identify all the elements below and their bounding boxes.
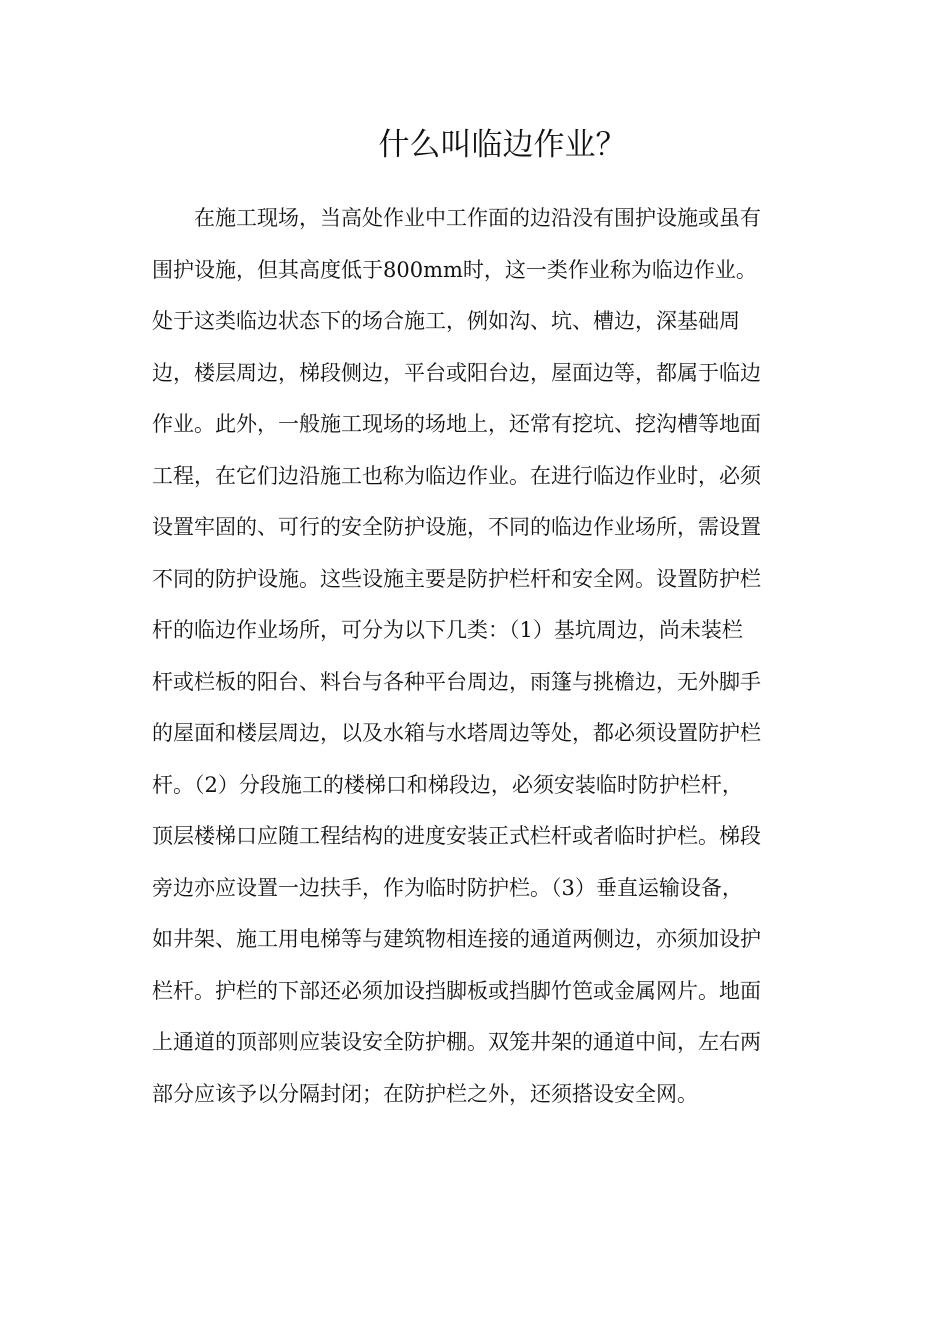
paragraph-line: 的屋面和楼层周边，以及水箱与水塔周边等处，都必须设置防护栏 — [152, 721, 761, 745]
paragraph-line: 围护设施，但其高度低于800mm时，这一类作业称为临边作业。 — [152, 257, 757, 282]
body-paragraph — [152, 193, 802, 1120]
paragraph-line: 作业。此外，一般施工现场的场地上，还常有挖坑、挖沟槽等地面 — [152, 412, 761, 436]
paragraph-line: 如井架、施工用电梯等与建筑物相连接的通道两侧边，亦须加设护 — [152, 927, 761, 951]
paragraph-line: 杆。（2）分段施工的楼梯口和梯段边，必须安装临时防护栏杆， — [152, 772, 743, 797]
paragraph-line: 设置牢固的、可行的安全防护设施，不同的临边作业场所，需设置 — [152, 515, 761, 539]
paragraph-line: 部分应该予以分隔封闭；在防护栏之外，还须搭设安全网。 — [152, 1081, 698, 1106]
paragraph-line: 边，楼层周边，梯段侧边，平台或阳台边，屋面边等，都属于临边 — [152, 360, 761, 385]
paragraph-line: 处于这类临边状态下的场合施工，例如沟、坑、槽边，深基础周 — [152, 309, 740, 333]
paragraph-line: 杆或栏板的阳台、料台与各种平台周边，雨篷与挑檐边，无外脚手 — [152, 669, 761, 694]
paragraph-line: 上通道的顶部则应装设安全防护棚。双笼井架的通道中间，左右两 — [152, 1030, 761, 1054]
paragraph-line: 不同的防护设施。这些设施主要是防护栏杆和安全网。设置防护栏 — [152, 566, 761, 591]
paragraph-line: 顶层楼梯口应随工程结构的进度安装正式栏杆或者临时护栏。梯段 — [152, 824, 761, 848]
paragraph-line: 在施工现场，当高处作业中工作面的边沿没有围护设施或虽有 — [194, 206, 761, 230]
paragraph-line: 杆的临边作业场所，可分为以下几类：（1）基坑周边，尚未装栏 — [152, 618, 743, 642]
paragraph-line: 栏杆。护栏的下部还必须加设挡脚板或挡脚竹笆或金属网片。地面 — [152, 978, 761, 1003]
paragraph-line: 旁边亦应设置一边扶手，作为临时防护栏。（3）垂直运输设备， — [152, 875, 743, 900]
page-title: 什么叫临边作业？ — [378, 127, 627, 163]
paragraph-line: 工程，在它们边沿施工也称为临边作业。在进行临边作业时，必须 — [152, 463, 761, 488]
